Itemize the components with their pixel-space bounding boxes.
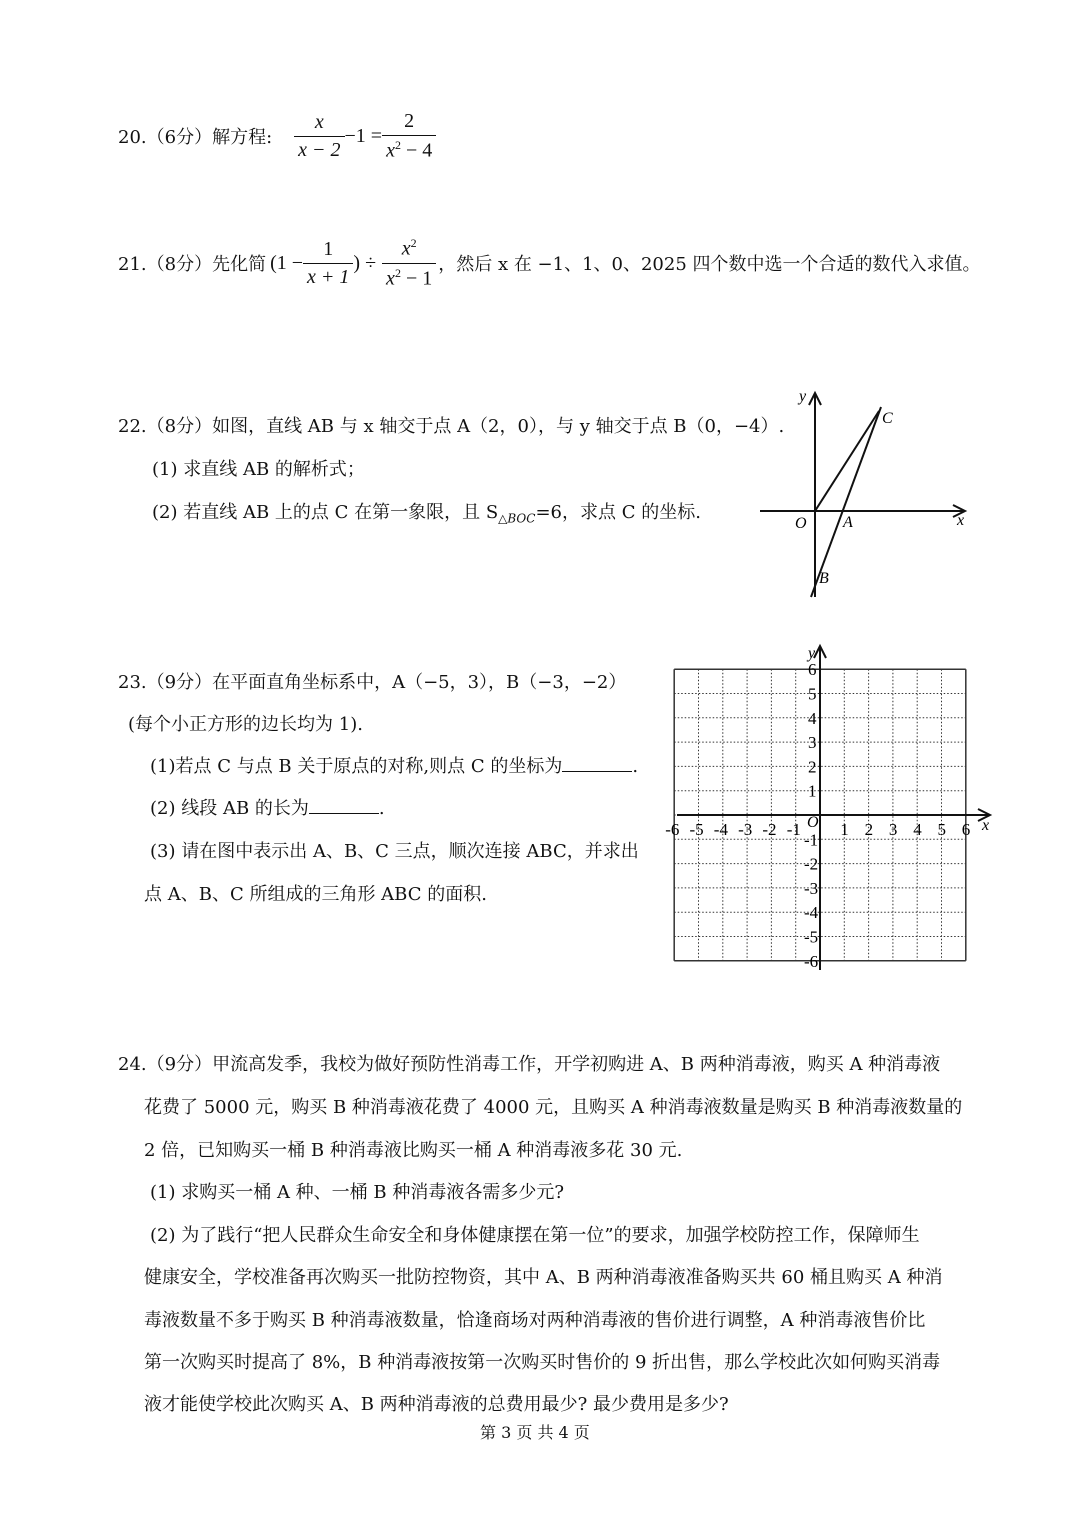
- q23-label-o: O: [807, 814, 819, 831]
- q24-line-3: 2 倍，已知购买一桶 B 种消毒液比购买一桶 A 种消毒液多花 30 元.: [144, 1140, 683, 1161]
- grid-y-tick-label: 1: [808, 781, 817, 801]
- q23-answer-blank-1: [562, 755, 632, 772]
- q24-line-7: 毒液数量不多于购买 B 种消毒液数量，恰逢商场对两种消毒液的售价进行调整，A 种消毒液售价比: [144, 1310, 926, 1331]
- q22-label-o: O: [795, 515, 807, 532]
- q20-lhs-denominator: x − 2: [294, 136, 344, 162]
- q23-coordinate-grid: [665, 640, 1000, 975]
- q22-line1: 22.（8分）如图，直线 AB 与 x 轴交于点 A（2，0），与 y 轴交于点 B（0，−4）.: [118, 416, 785, 437]
- grid-x-tick-label: -1: [786, 820, 801, 839]
- grid-y-tick-label: -6: [804, 951, 819, 971]
- q24-line-2: 花费了 5000 元，购买 B 种消毒液花费了 4000 元，且购买 A 种消毒液数量是购买 B 种消毒液数量的: [144, 1097, 963, 1118]
- q23-part2: (2) 线段 AB 的长为 .: [150, 798, 385, 819]
- grid-y-tick-label: -1: [804, 830, 819, 850]
- q23-line2: (每个小正方形的边长均为 1).: [128, 714, 363, 735]
- q23-label-x: x: [982, 817, 990, 834]
- question-21: [118, 234, 981, 292]
- q22-label-a: A: [843, 514, 853, 531]
- question-20: [118, 108, 436, 164]
- q23-answer-blank-2: [309, 797, 379, 814]
- grid-y-tick-label: -2: [804, 854, 819, 874]
- q21-f1-numerator: 1: [323, 237, 334, 260]
- page-footer: 第 3 页 共 4 页: [480, 1423, 590, 1442]
- q22-label-x: x: [957, 512, 965, 529]
- q22-label-c: C: [882, 410, 893, 427]
- q24-line-5: (2) 为了践行“把人民群众生命安全和身体健康摆在第一位”的要求，加强学校防控工作，保障师生: [150, 1225, 920, 1246]
- q23-line1: 23.（9分）在平面直角坐标系中，A（−5，3），B（−3，−2）: [118, 672, 627, 693]
- grid-x-tick-label: -2: [762, 820, 777, 839]
- q22-part1: (1) 求直线 AB 的解析式；: [152, 459, 365, 480]
- grid-x-tick-label: 2: [864, 820, 874, 839]
- grid-y-tick-label: 2: [808, 757, 817, 777]
- grid-x-tick-label: 5: [937, 820, 946, 839]
- q21-paren-open: (1 −: [270, 251, 304, 274]
- q22-segment-oc: [815, 411, 879, 511]
- grid-x-tick-label: 3: [888, 820, 898, 839]
- q20-lhs-numerator: x: [314, 110, 324, 133]
- q20-rhs-fraction: [382, 110, 436, 163]
- q21-f2-denominator: $x^2 - 1$: [382, 263, 436, 291]
- q21-fraction-2: [382, 236, 436, 290]
- q20-lhs-fraction: [294, 111, 344, 162]
- grid-x-tick-label: -3: [738, 820, 753, 839]
- q24-line-6: 健康安全，学校准备再次购买一批防控物资，其中 A、B 两种消毒液准备购买共 60 桶且购买 A 种消: [144, 1267, 943, 1288]
- grid-y-tick-label: -3: [804, 878, 819, 898]
- grid-x-tick-label: -6: [665, 820, 680, 839]
- q21-tail: ，然后 x 在 −1、1、0、2025 四个数中选一个合适的数代入求值。: [438, 254, 981, 275]
- q22-label-b: B: [819, 570, 829, 587]
- q22-part2: (2) 若直线 AB 上的点 C 在第一象限，且 $S_{\triangle BOC}=6$，求点 C 的坐标.: [152, 502, 701, 526]
- q22-figure: [755, 385, 980, 605]
- grid-y-tick-label: 6: [808, 660, 817, 680]
- grid-y-tick-label: -4: [804, 903, 819, 923]
- grid-y-tick-label: 3: [808, 733, 817, 753]
- q23-part1: (1)若点 C 与点 B 关于原点的对称,则点 C 的坐标为 .: [150, 756, 639, 777]
- grid-x-tick-label: 1: [840, 820, 849, 839]
- grid-x-tick-label: 6: [961, 820, 971, 839]
- grid-y-tick-label: 5: [808, 684, 817, 704]
- q23-label-y: y: [808, 645, 816, 662]
- q23-part3-a: (3) 请在图中表示出 A、B、C 三点，顺次连接 ABC，并求出: [150, 841, 639, 862]
- grid-x-tick-label: 4: [913, 820, 922, 839]
- q20-rhs-numerator: 2: [404, 109, 415, 132]
- q24-line-4: (1) 求购买一桶 A 种、一桶 B 种消毒液各需多少元?: [150, 1182, 564, 1203]
- q24-line-8: 第一次购买时提高了 8%，B 种消毒液按第一次购买时售价的 9 折出售，那么学校此次如何购买消毒: [144, 1352, 941, 1373]
- q20-label: 20.（6分）解方程:: [118, 127, 273, 148]
- q23-part3-b: 点 A、B、C 所组成的三角形 ABC 的面积.: [144, 884, 487, 905]
- q21-paren-close: ) ÷: [353, 251, 377, 274]
- grid-y-tick-label: -5: [804, 927, 819, 947]
- q21-f2-numerator: $x^2$: [401, 235, 417, 260]
- q22-label-y: y: [799, 388, 807, 405]
- q21-label: 21.（8分）先化简: [118, 254, 267, 275]
- q20-minus-one: −1 =: [344, 124, 383, 147]
- q20-rhs-denominator: $x^2 - 4$: [382, 135, 436, 163]
- q24-line-1: 24.（9分）甲流高发季，我校为做好预防性消毒工作，开学初购进 A、B 两种消毒液，购买 A 种消毒液: [118, 1054, 941, 1075]
- q24-line-9: 液才能使学校此次购买 A、B 两种消毒液的总费用最少? 最少费用是多少?: [144, 1394, 729, 1415]
- q21-f1-denominator: x + 1: [303, 263, 353, 289]
- grid-y-tick-label: 4: [808, 708, 817, 728]
- grid-x-tick-label: -4: [713, 820, 728, 839]
- q21-fraction-1: [303, 238, 353, 289]
- grid-x-tick-label: -5: [689, 820, 704, 839]
